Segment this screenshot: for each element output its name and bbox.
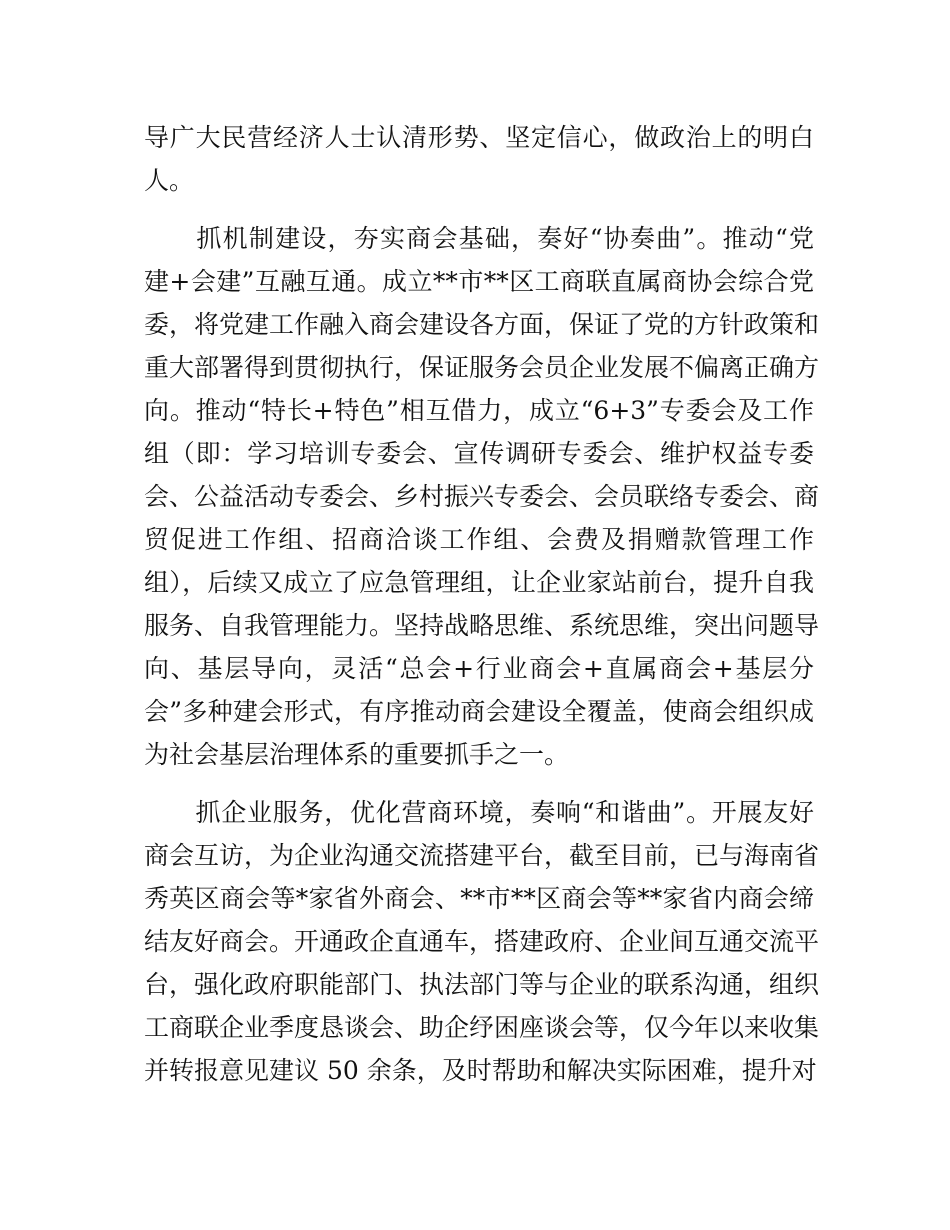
text-line: 建+会建”互融互通。成立**市**区工商联直属商协会综合党 — [144, 267, 814, 296]
text-line: 向、基层导向，灵活“总会+行业商会+直属商会+基层分 — [144, 654, 814, 683]
text-line: 台，强化政府职能部门、执法部门等与企业的联系沟通，组织 — [144, 970, 820, 999]
text-line: 结友好商会。开通政企直通车，搭建政府、企业间互通交流平 — [144, 927, 820, 956]
text-line: 会”多种建会形式，有序推动商会建设全覆盖，使商会组织成 — [144, 697, 814, 726]
text-line: 人。 — [144, 166, 195, 195]
text-line: 贸促进工作组、招商洽谈工作组、会费及捐赠款管理工作 — [144, 525, 814, 554]
text-line: 并转报意见建议 50 余条，及时帮助和解决实际困难，提升对 — [144, 1056, 817, 1085]
body-text — [144, 116, 820, 1092]
text-line: 秀英区商会等*家省外商会、**市**区商会等**家省内商会缔 — [144, 884, 814, 913]
text-line: 抓机制建设，夯实商会基础，奏好“协奏曲”。推动“党 — [144, 224, 814, 253]
text-line: 抓企业服务，优化营商环境，奏响“和谐曲”。开展友好 — [144, 798, 814, 827]
paragraph-1 — [144, 116, 814, 202]
text-line: 商会互访，为企业沟通交流搭建平台，截至目前，已与海南省 — [144, 841, 820, 870]
paragraph-2 — [144, 217, 820, 776]
text-line: 委，将党建工作融入商会建设各方面，保证了党的方针政策和 — [144, 310, 820, 339]
text-line: 向。推动“特长+特色”相互借力，成立“6+3”专委会及工作 — [144, 396, 814, 425]
text-line: 组（即：学习培训专委会、宣传调研专委会、维护权益专委 — [144, 439, 814, 468]
text-line: 服务、自我管理能力。坚持战略思维、系统思维，突出问题导 — [144, 611, 820, 640]
paragraph-3 — [144, 791, 820, 1092]
text-line: 会、公益活动专委会、乡村振兴专委会、会员联络专委会、商 — [144, 482, 820, 511]
text-line: 工商联企业季度恳谈会、助企纾困座谈会等，仅今年以来收集 — [144, 1013, 820, 1042]
text-line: 重大部署得到贯彻执行，保证服务会员企业发展不偏离正确方 — [144, 353, 820, 382]
text-line: 组），后续又成立了应急管理组，让企业家站前台，提升自我 — [144, 568, 814, 597]
paragraph-spacing — [144, 202, 814, 217]
text-line: 为社会基层治理体系的重要抓手之一。 — [144, 740, 570, 769]
paragraph-spacing — [144, 776, 814, 791]
text-line: 导广大民营经济人士认清形势、坚定信心，做政治上的明白 — [144, 123, 814, 152]
